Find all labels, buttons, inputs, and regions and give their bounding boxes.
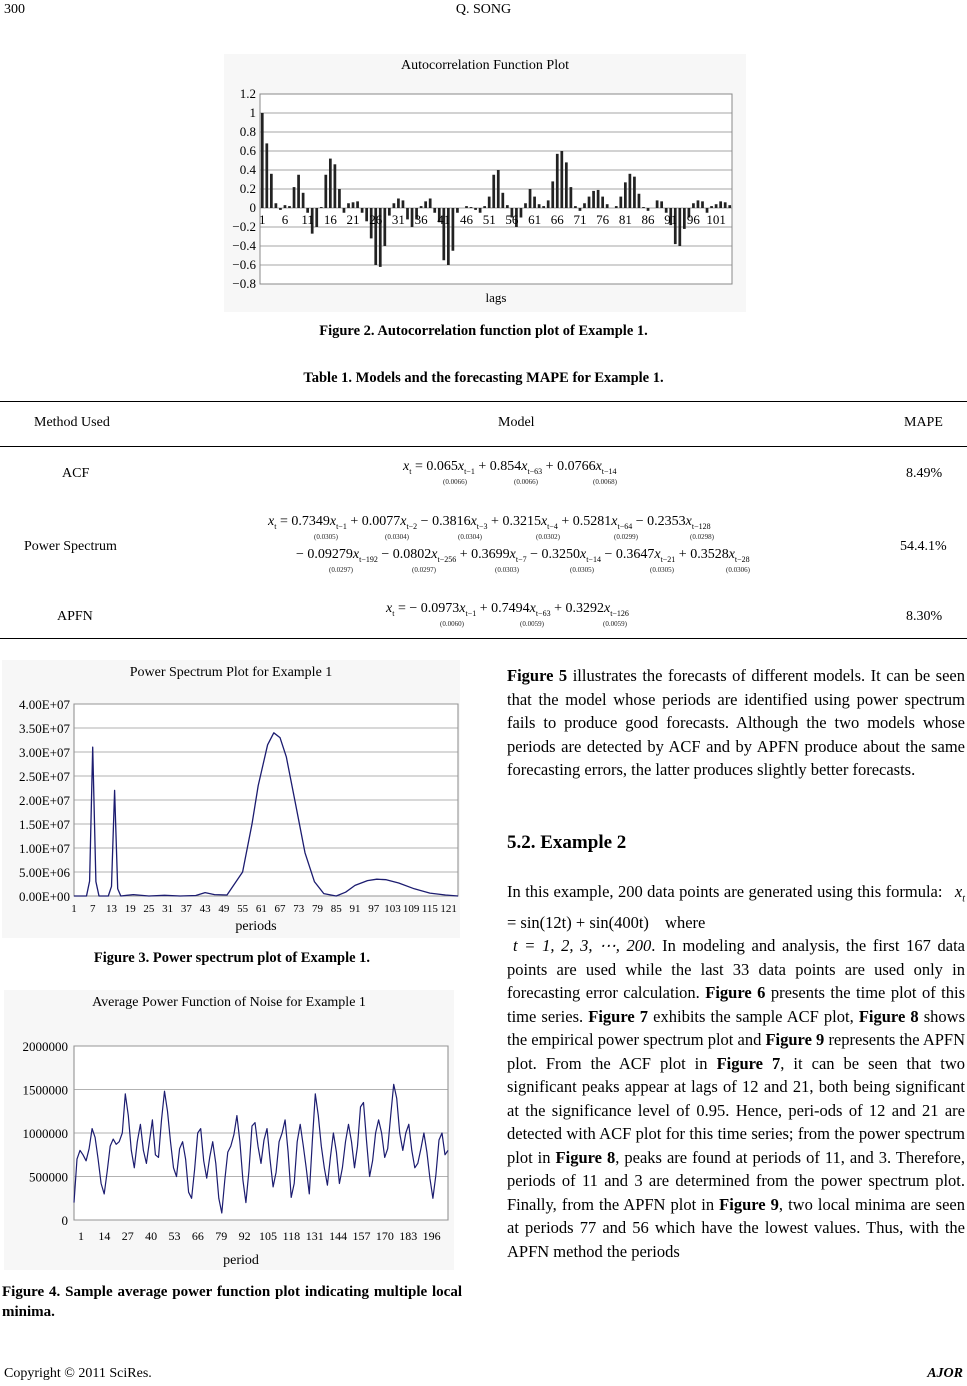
y-tick-label: −0.8 xyxy=(232,276,256,291)
std-error: (0.0066) xyxy=(514,478,538,486)
acf-bar xyxy=(529,189,532,208)
acf-bar xyxy=(293,187,296,208)
y-tick-label: 1.50E+07 xyxy=(18,817,70,832)
acf-bar xyxy=(588,197,591,208)
y-tick-label: 3.50E+07 xyxy=(18,721,70,736)
acf-bar xyxy=(402,200,405,208)
x-tick-label: 66 xyxy=(191,1229,204,1243)
acf-bar xyxy=(465,206,468,208)
y-tick-label: −0.4 xyxy=(232,238,256,253)
figure-4-caption: Figure 4. Sample average power function plot indicating multiple local minima. xyxy=(2,1284,462,1320)
std-error: (0.0306) xyxy=(726,566,750,574)
paragraph-figure-5: Figure 5 illustrates the forecasts of different models. It can be seen that the model whose periods are identified using power spectrum fails to produce good forecasts. Although the two models whose periods are detected by ACF and by APFN produce about the same forecasting errors, the latter produces slightly better forecasts. xyxy=(507,666,965,779)
acf-bar xyxy=(479,208,482,213)
std-error: (0.0299) xyxy=(614,533,638,541)
acf-bar xyxy=(492,175,495,208)
row-method-apfn: APFN xyxy=(57,609,93,624)
acf-bar xyxy=(579,208,582,211)
x-tick-label: 14 xyxy=(98,1229,111,1243)
acf-bar xyxy=(624,182,627,208)
acf-bar xyxy=(279,208,282,210)
acf-bar xyxy=(570,187,573,208)
row-method-power-spectrum: Power Spectrum xyxy=(24,539,117,554)
x-tick-label: 37 xyxy=(180,903,192,915)
x-tick-label: 53 xyxy=(168,1229,181,1243)
acf-bar xyxy=(574,206,577,208)
x-tick-label: 73 xyxy=(293,903,305,915)
x-tick-label: 131 xyxy=(305,1229,324,1243)
std-error: (0.0297) xyxy=(329,566,353,574)
x-tick-label: 76 xyxy=(596,212,610,227)
y-tick-label: 1.2 xyxy=(239,86,256,101)
model-equation-apfn: $x_t$ = − $0.0973x_{t-1} + 0.7494x_{t-63} + 0.3292x_{t-126}$ xyxy=(386,601,629,618)
y-tick-label: 0.2 xyxy=(239,181,256,196)
x-tick-label: 92 xyxy=(238,1229,251,1243)
col-header-mape: MAPE xyxy=(904,415,943,430)
y-tick-label: 0.6 xyxy=(239,143,256,158)
y-tick-label: 3.00E+07 xyxy=(18,745,70,760)
acf-bar xyxy=(397,199,400,209)
acf-bar xyxy=(615,206,618,208)
y-tick-label: 2.50E+07 xyxy=(18,769,70,784)
running-title: Q. SONG xyxy=(455,2,512,17)
power-spectrum-plot xyxy=(2,660,460,938)
acf-bar xyxy=(533,197,536,208)
x-tick-label: 16 xyxy=(323,212,337,227)
x-tick-label: 103 xyxy=(384,903,401,915)
acf-bar xyxy=(520,208,523,218)
std-error: (0.0304) xyxy=(385,533,409,541)
x-tick-label: 1 xyxy=(71,903,77,915)
acf-bar xyxy=(556,154,559,208)
y-tick-label: 0 xyxy=(61,1213,68,1228)
x-tick-label: 1 xyxy=(78,1229,85,1243)
x-tick-label: 109 xyxy=(402,903,420,915)
acf-bar xyxy=(647,208,650,211)
y-tick-label: 1500000 xyxy=(22,1082,68,1098)
acf-bar xyxy=(683,208,686,229)
x-tick-label: 96 xyxy=(686,212,700,227)
x-tick-label: 49 xyxy=(218,903,230,915)
y-tick-label: −0.6 xyxy=(232,257,256,272)
x-tick-label: 144 xyxy=(329,1229,348,1243)
acf-bar xyxy=(420,206,423,208)
chart-title: Power Spectrum Plot for Example 1 xyxy=(129,665,333,680)
x-axis-label: period xyxy=(223,1253,259,1268)
x-tick-label: 1 xyxy=(259,212,266,227)
x-tick-label: 46 xyxy=(460,212,473,227)
acf-bar xyxy=(660,201,663,208)
x-tick-label: 79 xyxy=(312,903,324,915)
x-tick-label: 86 xyxy=(641,212,655,227)
x-tick-label: 105 xyxy=(259,1229,278,1243)
x-tick-label: 51 xyxy=(482,212,496,227)
x-tick-label: 157 xyxy=(352,1229,371,1243)
x-tick-label: 67 xyxy=(274,903,286,915)
paragraph-example-2: In this example, 200 data points are generated using this formula: $x_t = \sin(12t) + \sin(400t)$ where t = 1, 2, 3, ⋯, 200. In modeling and analysis, the first 167 data points are used while the last 33 data points are used only in forecasting error calculation. Figure 6 presents the time plot of this time series. Figure 7 exhibits the sample ACF plot, Figure 8 shows the empirical power spectrum plot and Figure 9 represents the APFN plot. From the ACF plot in Figure 7, it can be seen that two significant peaks appear at lags of 12 and 21, both being significant at the significance level of 0.95. Hence, peri-ods of 12 and 21 are detected with ACF plot for this time series; from the power spectrum plot in Figure 8, peaks are found at periods of 11, and 3. Therefore, periods of 11 and 3 are determined from the power spectrum plot. Finally, from the APFN plot in Figure 9, two local minima are seen at periods 77 and 56 which have the lowest values. Thus, with the APFN method the periods xyxy=(507,882,966,1261)
x-tick-label: 31 xyxy=(162,903,174,915)
std-error: (0.0303) xyxy=(495,566,519,574)
acf-bar xyxy=(597,190,600,208)
x-tick-label: 13 xyxy=(105,903,117,915)
acf-bar xyxy=(592,191,595,208)
figure-2-caption: Figure 2. Autocorrelation function plot of Example 1. xyxy=(319,323,648,339)
acf-bar xyxy=(715,204,718,208)
acf-bar xyxy=(524,203,527,208)
x-tick-label: 115 xyxy=(421,903,438,915)
acf-bar xyxy=(619,197,622,208)
acf-bar xyxy=(488,197,491,208)
x-tick-label: 101 xyxy=(706,212,726,227)
copyright: Copyright © 2011 SciRes. xyxy=(4,1366,152,1381)
model-equation-acf: $x_t = 0.065x_{t-1} + 0.854x_{t-63} + 0.0766x_{t-14}$ xyxy=(403,459,617,476)
acf-bar xyxy=(629,174,632,208)
acf-bar xyxy=(270,174,273,208)
y-tick-label: −0.2 xyxy=(232,219,256,234)
x-tick-label: 66 xyxy=(550,212,564,227)
acf-bar xyxy=(302,193,305,208)
acf-bar xyxy=(551,181,554,208)
x-tick-label: 56 xyxy=(505,212,519,227)
x-tick-label: 27 xyxy=(121,1229,134,1243)
acf-bar xyxy=(297,175,300,208)
acf-bar xyxy=(334,164,337,208)
acf-bar xyxy=(678,208,681,246)
y-tick-label: 1.00E+07 xyxy=(18,841,70,856)
acf-bar xyxy=(470,207,473,208)
acf-plot xyxy=(224,54,746,312)
x-axis-label: periods xyxy=(235,919,277,934)
std-error: (0.0305) xyxy=(570,566,594,574)
row-mape-apfn: 8.30% xyxy=(906,609,943,624)
acf-bar xyxy=(383,208,386,246)
average-power-plot xyxy=(4,990,454,1270)
acf-bar xyxy=(692,203,695,208)
acf-bar xyxy=(601,197,604,208)
acf-bar xyxy=(265,143,268,208)
model-equation-power-spectrum-line1: $x_t = 0.7349x_{t-1} + 0.0077x_{t-2} - 0.3816x_{t-3} + 0.3215x_{t-4} + 0.5281x_{t-64} - 0.2353x_{t-128}$ xyxy=(268,514,711,531)
y-tick-label: 1 xyxy=(249,105,256,120)
acf-bar xyxy=(483,206,486,208)
acf-bar xyxy=(315,208,318,227)
x-tick-label: 91 xyxy=(664,212,678,227)
y-tick-label: 1000000 xyxy=(22,1126,68,1141)
std-error: (0.0068) xyxy=(593,478,617,486)
figure-2-acf-chart xyxy=(224,54,746,312)
x-tick-label: 81 xyxy=(618,212,632,227)
model-equation-power-spectrum-line2: − $0.09279x_{t-192} - 0.0802x_{t-256} + 0.3699x_{t-7} - 0.3250x_{t-14} - 0.3647x_{t-21} + 0.3528x_{t-28}$ xyxy=(296,547,750,564)
x-tick-label: 31 xyxy=(391,212,405,227)
x-tick-label: 55 xyxy=(237,903,249,915)
figure-4-average-power-chart xyxy=(4,990,454,1270)
table-1-caption: Table 1. Models and the forecasting MAPE for Example 1. xyxy=(303,370,664,386)
acf-bar xyxy=(284,205,287,208)
x-tick-label: 25 xyxy=(143,903,155,915)
std-error: (0.0059) xyxy=(520,620,544,628)
acf-bar xyxy=(393,203,396,208)
std-error: (0.0066) xyxy=(443,478,467,486)
y-tick-label: 5.00E+06 xyxy=(18,865,70,880)
y-tick-label: 0.8 xyxy=(239,124,256,139)
acf-bar xyxy=(456,208,459,213)
section-heading-example-2: 5.2. Example 2 xyxy=(507,832,627,853)
x-tick-label: 11 xyxy=(301,212,314,227)
acf-bar xyxy=(633,177,636,208)
acf-bar xyxy=(329,159,332,208)
x-tick-label: 183 xyxy=(399,1229,418,1243)
chart-title: Autocorrelation Function Plot xyxy=(401,58,569,73)
acf-bar xyxy=(424,201,427,208)
x-tick-label: 71 xyxy=(573,212,587,227)
acf-bar xyxy=(356,201,359,208)
acf-bar xyxy=(606,204,609,208)
std-error: (0.0060) xyxy=(440,620,464,628)
acf-bar xyxy=(411,208,414,227)
figure-3-caption: Figure 3. Power spectrum plot of Example 1. xyxy=(93,950,371,966)
acf-bar xyxy=(565,162,568,208)
std-error: (0.0304) xyxy=(458,533,482,541)
acf-bar xyxy=(697,200,700,208)
acf-bar xyxy=(642,207,645,208)
x-tick-label: 170 xyxy=(375,1229,394,1243)
x-tick-label: 19 xyxy=(124,903,136,915)
chart-title: Average Power Function of Noise for Example 1 xyxy=(92,995,366,1010)
figure-3-power-spectrum-chart xyxy=(2,660,460,938)
std-error: (0.0305) xyxy=(314,533,338,541)
std-error: (0.0305) xyxy=(650,566,674,574)
col-header-method: Method Used xyxy=(34,415,110,430)
acf-bar xyxy=(728,205,731,208)
acf-bar xyxy=(433,208,436,213)
acf-bar xyxy=(388,208,391,216)
std-error: (0.0298) xyxy=(690,533,714,541)
acf-bar xyxy=(275,203,278,208)
x-tick-label: 36 xyxy=(414,212,428,227)
row-mape-power-spectrum: 54.4.1% xyxy=(900,539,947,554)
x-tick-label: 79 xyxy=(215,1229,228,1243)
acf-bar xyxy=(288,206,291,208)
x-tick-label: 7 xyxy=(89,903,96,915)
acf-bar xyxy=(338,189,341,208)
x-tick-label: 41 xyxy=(437,212,451,227)
acf-bar xyxy=(538,204,541,208)
page-number: 300 xyxy=(4,2,25,17)
journal-name: AJOR xyxy=(927,1366,963,1381)
acf-bar xyxy=(347,203,350,208)
x-tick-label: 6 xyxy=(281,212,289,227)
y-tick-label: 2000000 xyxy=(22,1039,68,1054)
std-error: (0.0297) xyxy=(412,566,436,574)
acf-bar xyxy=(406,208,409,219)
x-tick-label: 91 xyxy=(349,903,361,915)
x-tick-label: 97 xyxy=(368,903,380,915)
acf-bar xyxy=(320,207,323,208)
acf-bar xyxy=(583,203,586,208)
y-tick-label: 4.00E+07 xyxy=(18,697,70,712)
x-tick-label: 196 xyxy=(422,1229,441,1243)
acf-bar xyxy=(542,206,545,208)
acf-bar xyxy=(324,175,327,208)
acf-bar xyxy=(343,208,346,213)
acf-bar xyxy=(261,113,264,208)
row-mape-acf: 8.49% xyxy=(906,466,943,481)
acf-bar xyxy=(656,200,659,208)
col-header-model: Model xyxy=(498,415,535,430)
acf-bar xyxy=(429,199,432,209)
acf-bar xyxy=(474,208,477,210)
acf-bar xyxy=(497,170,500,208)
acf-bar xyxy=(638,194,641,208)
x-tick-label: 43 xyxy=(199,903,211,915)
y-tick-label: 0 xyxy=(249,200,256,215)
y-tick-label: 0.00E+00 xyxy=(18,889,70,904)
acf-bar xyxy=(710,206,713,208)
x-axis-label: lags xyxy=(485,290,507,305)
x-tick-label: 61 xyxy=(255,903,267,915)
acf-bar xyxy=(719,201,722,208)
y-tick-label: 0.4 xyxy=(239,162,256,177)
acf-bar xyxy=(452,208,455,251)
std-error: (0.0302) xyxy=(536,533,560,541)
row-method-acf: ACF xyxy=(62,466,90,481)
acf-bar xyxy=(361,208,364,213)
x-tick-label: 21 xyxy=(346,212,360,227)
x-tick-label: 61 xyxy=(528,212,542,227)
x-tick-label: 118 xyxy=(282,1229,301,1243)
x-tick-label: 26 xyxy=(369,212,383,227)
acf-bar xyxy=(547,200,550,208)
std-error: (0.0059) xyxy=(603,620,627,628)
y-tick-label: 500000 xyxy=(29,1169,68,1185)
y-tick-label: 2.00E+07 xyxy=(18,793,70,808)
x-tick-label: 121 xyxy=(440,903,457,915)
acf-bar xyxy=(501,193,504,208)
acf-bar xyxy=(506,205,509,208)
acf-bar xyxy=(365,208,368,221)
acf-bar xyxy=(560,151,563,208)
acf-bar xyxy=(724,202,727,208)
x-tick-label: 40 xyxy=(145,1229,158,1243)
acf-bar xyxy=(352,202,355,208)
acf-bar xyxy=(701,201,704,208)
x-tick-label: 85 xyxy=(330,903,342,915)
